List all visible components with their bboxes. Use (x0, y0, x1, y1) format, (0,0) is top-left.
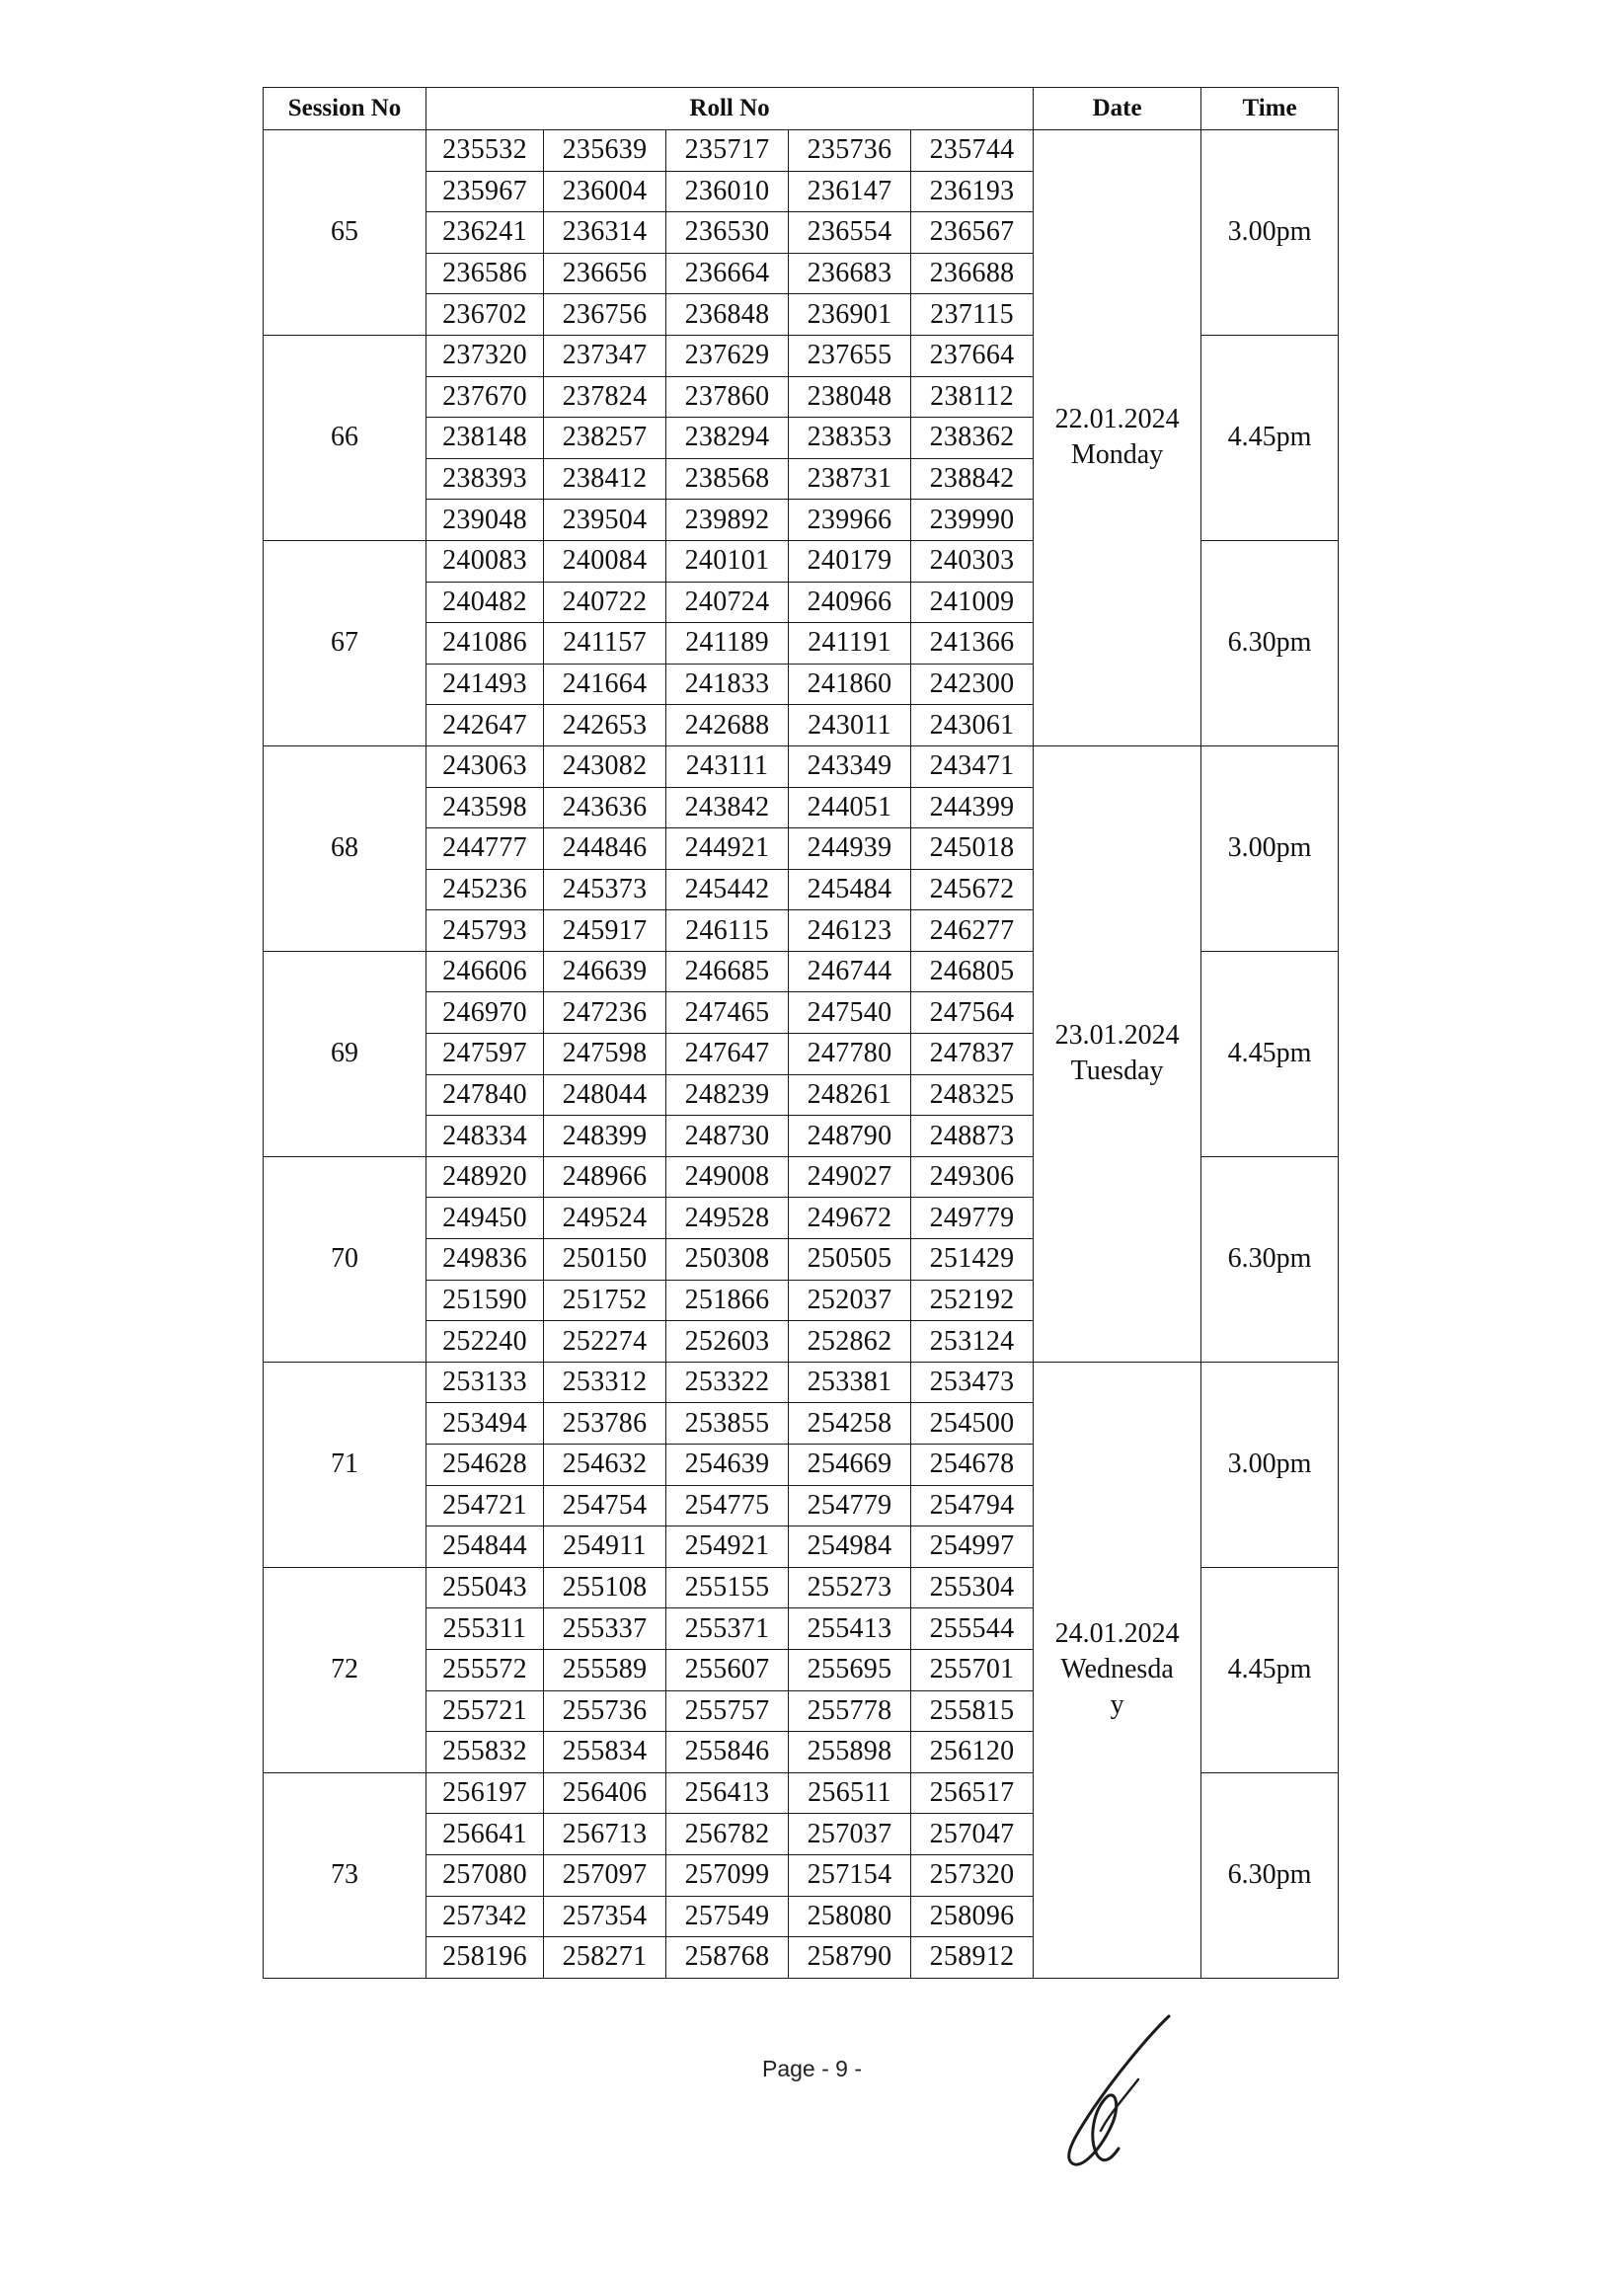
roll-no-cell: 236586 (426, 253, 544, 294)
roll-no-cell: 249306 (911, 1156, 1034, 1198)
roll-no-cell: 255108 (544, 1567, 666, 1608)
date-cell (1034, 130, 1201, 746)
table-row (264, 1362, 1339, 1403)
roll-no-cell: 255815 (911, 1690, 1034, 1732)
roll-no-cell: 238393 (426, 458, 544, 500)
roll-no-cell: 238112 (911, 376, 1034, 418)
roll-no-cell: 238412 (544, 458, 666, 500)
roll-no-cell: 243471 (911, 745, 1034, 787)
roll-no-cell: 255155 (666, 1567, 789, 1608)
roll-no-cell: 243063 (426, 745, 544, 787)
session-no-cell: 67 (264, 540, 426, 745)
roll-no-cell: 245236 (426, 869, 544, 910)
roll-no-cell: 236702 (426, 294, 544, 336)
roll-no-cell: 242653 (544, 705, 666, 746)
roll-no-cell: 243598 (426, 787, 544, 828)
roll-no-cell: 241191 (789, 623, 911, 665)
roll-no-cell: 251866 (666, 1280, 789, 1321)
roll-no-cell: 238568 (666, 458, 789, 500)
roll-no-cell: 246277 (911, 910, 1034, 952)
roll-no-cell: 249008 (666, 1156, 789, 1198)
roll-no-cell: 237824 (544, 376, 666, 418)
roll-no-cell: 255721 (426, 1690, 544, 1732)
roll-no-cell: 255778 (789, 1690, 911, 1732)
roll-no-cell: 244051 (789, 787, 911, 828)
roll-no-cell: 236004 (544, 171, 666, 212)
roll-no-cell: 243111 (666, 745, 789, 787)
roll-no-cell: 240722 (544, 582, 666, 623)
roll-no-cell: 245917 (544, 910, 666, 952)
roll-no-cell: 258768 (666, 1937, 789, 1979)
roll-no-cell: 254669 (789, 1445, 911, 1486)
roll-no-cell: 252603 (666, 1321, 789, 1363)
roll-no-cell: 241157 (544, 623, 666, 665)
roll-no-cell: 241860 (789, 664, 911, 705)
roll-no-cell: 256782 (666, 1814, 789, 1855)
date-cell (1034, 745, 1201, 1362)
time-cell: 4.45pm (1201, 951, 1339, 1156)
roll-no-cell: 245018 (911, 828, 1034, 870)
roll-no-cell: 245373 (544, 869, 666, 910)
roll-no-cell: 249672 (789, 1198, 911, 1239)
roll-no-cell: 239990 (911, 500, 1034, 541)
date-line: Wednesda (1060, 1654, 1174, 1685)
roll-no-cell: 256413 (666, 1772, 789, 1814)
roll-no-cell: 236664 (666, 253, 789, 294)
roll-no-cell: 237670 (426, 376, 544, 418)
roll-no-cell: 252240 (426, 1321, 544, 1363)
roll-no-cell: 255413 (789, 1608, 911, 1650)
roll-no-cell: 251752 (544, 1280, 666, 1321)
roll-no-cell: 235967 (426, 171, 544, 212)
roll-no-cell: 255701 (911, 1649, 1034, 1690)
time-cell: 3.00pm (1201, 1362, 1339, 1567)
roll-no-cell: 241493 (426, 664, 544, 705)
roll-no-cell: 253322 (666, 1362, 789, 1403)
roll-no-cell: 257047 (911, 1814, 1034, 1855)
roll-no-cell: 237320 (426, 335, 544, 376)
roll-no-cell: 236656 (544, 253, 666, 294)
page-number: Page - 9 - (762, 2056, 862, 2081)
roll-no-cell: 235532 (426, 130, 544, 172)
roll-no-cell: 237655 (789, 335, 911, 376)
roll-no-cell: 254794 (911, 1485, 1034, 1526)
signature (1042, 2012, 1199, 2170)
roll-no-cell: 240724 (666, 582, 789, 623)
roll-no-cell: 255832 (426, 1732, 544, 1773)
roll-no-cell: 247564 (911, 992, 1034, 1034)
roll-no-cell: 237629 (666, 335, 789, 376)
roll-no-cell: 239504 (544, 500, 666, 541)
roll-no-cell: 254632 (544, 1445, 666, 1486)
roll-no-cell: 243842 (666, 787, 789, 828)
roll-no-cell: 247540 (789, 992, 911, 1034)
roll-no-cell: 255273 (789, 1567, 911, 1608)
roll-no-cell: 255371 (666, 1608, 789, 1650)
roll-no-cell: 256641 (426, 1814, 544, 1855)
roll-no-cell: 249027 (789, 1156, 911, 1198)
roll-no-cell: 252037 (789, 1280, 911, 1321)
roll-no-cell: 238362 (911, 418, 1034, 459)
time-header: Time (1201, 88, 1339, 130)
time-cell: 6.30pm (1201, 1772, 1339, 1978)
session-no-cell: 73 (264, 1772, 426, 1978)
roll-no-cell: 255043 (426, 1567, 544, 1608)
date-line: 22.01.2024 (1054, 404, 1180, 435)
roll-no-cell: 255898 (789, 1732, 911, 1773)
roll-no-cell: 255695 (789, 1649, 911, 1690)
roll-no-cell: 256713 (544, 1814, 666, 1855)
roll-no-cell: 248399 (544, 1116, 666, 1157)
roll-no-cell: 239048 (426, 500, 544, 541)
roll-no-cell: 235736 (789, 130, 911, 172)
roll-no-cell: 254754 (544, 1485, 666, 1526)
session-no-cell: 70 (264, 1156, 426, 1362)
roll-no-cell: 248920 (426, 1156, 544, 1198)
roll-no-cell: 246123 (789, 910, 911, 952)
roll-no-cell: 256197 (426, 1772, 544, 1814)
time-cell: 6.30pm (1201, 540, 1339, 745)
roll-no-cell: 247597 (426, 1034, 544, 1075)
session-no-header: Session No (264, 88, 426, 130)
roll-no-cell: 256517 (911, 1772, 1034, 1814)
roll-no-cell: 238731 (789, 458, 911, 500)
roll-no-cell: 236756 (544, 294, 666, 336)
roll-no-cell: 255311 (426, 1608, 544, 1650)
roll-no-cell: 256120 (911, 1732, 1034, 1773)
roll-no-cell: 236241 (426, 212, 544, 254)
roll-no-cell: 255544 (911, 1608, 1034, 1650)
table-row (264, 745, 1339, 787)
roll-no-cell: 253124 (911, 1321, 1034, 1363)
roll-no-cell: 253381 (789, 1362, 911, 1403)
roll-no-cell: 248873 (911, 1116, 1034, 1157)
roll-no-cell: 258080 (789, 1896, 911, 1937)
roll-no-cell: 252192 (911, 1280, 1034, 1321)
roll-no-cell: 240179 (789, 540, 911, 582)
roll-no-cell: 247465 (666, 992, 789, 1034)
roll-no-cell: 257320 (911, 1854, 1034, 1896)
header-row (264, 88, 1339, 130)
table-body (264, 130, 1339, 1979)
roll-no-cell: 249779 (911, 1198, 1034, 1239)
roll-no-cell: 257037 (789, 1814, 911, 1855)
roll-no-cell: 240083 (426, 540, 544, 582)
roll-no-cell: 246805 (911, 951, 1034, 992)
roll-no-cell: 254258 (789, 1403, 911, 1445)
roll-no-cell: 255589 (544, 1649, 666, 1690)
roll-no-cell: 237664 (911, 335, 1034, 376)
roll-no-cell: 244777 (426, 828, 544, 870)
roll-no-cell: 254984 (789, 1526, 911, 1568)
session-no-cell: 68 (264, 745, 426, 951)
roll-no-cell: 255572 (426, 1649, 544, 1690)
roll-no-cell: 255337 (544, 1608, 666, 1650)
roll-no-cell: 248325 (911, 1074, 1034, 1116)
roll-no-cell: 244921 (666, 828, 789, 870)
roll-no-cell: 248239 (666, 1074, 789, 1116)
roll-no-cell: 247840 (426, 1074, 544, 1116)
date-line: Tuesday (1070, 1056, 1164, 1087)
roll-no-cell: 248790 (789, 1116, 911, 1157)
roll-no-cell: 238353 (789, 418, 911, 459)
roll-no-cell: 257080 (426, 1854, 544, 1896)
roll-no-cell: 236848 (666, 294, 789, 336)
roll-no-cell: 244939 (789, 828, 911, 870)
roll-no-cell: 254779 (789, 1485, 911, 1526)
roll-no-cell: 257342 (426, 1896, 544, 1937)
roll-no-cell: 236688 (911, 253, 1034, 294)
session-no-cell: 65 (264, 130, 426, 336)
roll-no-cell: 239892 (666, 500, 789, 541)
roll-no-cell: 257099 (666, 1854, 789, 1896)
roll-no-cell: 254775 (666, 1485, 789, 1526)
roll-no-cell: 239966 (789, 500, 911, 541)
roll-no-cell: 240101 (666, 540, 789, 582)
session-no-cell: 69 (264, 951, 426, 1156)
roll-no-cell: 238842 (911, 458, 1034, 500)
roll-no-cell: 245442 (666, 869, 789, 910)
roll-no-cell: 255736 (544, 1690, 666, 1732)
roll-no-cell: 243636 (544, 787, 666, 828)
roll-no-cell: 248730 (666, 1116, 789, 1157)
roll-no-cell: 241366 (911, 623, 1034, 665)
date-header: Date (1034, 88, 1201, 130)
roll-no-cell: 235639 (544, 130, 666, 172)
time-cell: 3.00pm (1201, 745, 1339, 951)
roll-no-cell: 241833 (666, 664, 789, 705)
roll-no-cell: 246685 (666, 951, 789, 992)
roll-no-cell: 236193 (911, 171, 1034, 212)
roll-no-cell: 241189 (666, 623, 789, 665)
roll-no-cell: 253855 (666, 1403, 789, 1445)
roll-no-cell: 254500 (911, 1403, 1034, 1445)
roll-no-cell: 236314 (544, 212, 666, 254)
roll-no-cell: 235744 (911, 130, 1034, 172)
roll-no-cell: 258912 (911, 1937, 1034, 1979)
time-cell: 4.45pm (1201, 1567, 1339, 1772)
roll-no-cell: 246115 (666, 910, 789, 952)
roll-no-cell: 248261 (789, 1074, 911, 1116)
date-line: 24.01.2024 (1054, 1617, 1180, 1649)
schedule-table (263, 87, 1339, 1979)
roll-no-cell: 254997 (911, 1526, 1034, 1568)
roll-no-cell: 243011 (789, 705, 911, 746)
roll-no-cell: 248334 (426, 1116, 544, 1157)
roll-no-cell: 254639 (666, 1445, 789, 1486)
roll-no-cell: 254721 (426, 1485, 544, 1526)
roll-no-cell: 249836 (426, 1239, 544, 1281)
roll-no-cell: 241009 (911, 582, 1034, 623)
roll-no-cell: 238048 (789, 376, 911, 418)
roll-no-cell: 236567 (911, 212, 1034, 254)
roll-no-cell: 255304 (911, 1567, 1034, 1608)
roll-no-cell: 250150 (544, 1239, 666, 1281)
roll-no-cell: 238257 (544, 418, 666, 459)
roll-no-cell: 253473 (911, 1362, 1034, 1403)
roll-no-cell: 243061 (911, 705, 1034, 746)
roll-no-cell: 253312 (544, 1362, 666, 1403)
roll-no-cell: 246606 (426, 951, 544, 992)
roll-no-cell: 246639 (544, 951, 666, 992)
roll-no-cell: 251590 (426, 1280, 544, 1321)
roll-no-cell: 236530 (666, 212, 789, 254)
roll-no-cell: 236010 (666, 171, 789, 212)
roll-no-cell: 245484 (789, 869, 911, 910)
roll-no-cell: 245672 (911, 869, 1034, 910)
roll-no-cell: 253133 (426, 1362, 544, 1403)
roll-no-cell: 252274 (544, 1321, 666, 1363)
roll-no-cell: 254911 (544, 1526, 666, 1568)
roll-no-cell: 253494 (426, 1403, 544, 1445)
roll-no-cell: 257097 (544, 1854, 666, 1896)
roll-no-cell: 256511 (789, 1772, 911, 1814)
date-cell (1034, 1362, 1201, 1978)
roll-no-cell: 248966 (544, 1156, 666, 1198)
roll-no-cell: 245793 (426, 910, 544, 952)
roll-no-cell: 244846 (544, 828, 666, 870)
roll-no-cell: 258196 (426, 1937, 544, 1979)
roll-no-cell: 255846 (666, 1732, 789, 1773)
time-cell: 4.45pm (1201, 335, 1339, 540)
roll-no-cell: 255834 (544, 1732, 666, 1773)
roll-no-cell: 258271 (544, 1937, 666, 1979)
roll-no-cell: 248044 (544, 1074, 666, 1116)
roll-no-cell: 241664 (544, 664, 666, 705)
roll-no-cell: 236147 (789, 171, 911, 212)
roll-no-cell: 238148 (426, 418, 544, 459)
roll-no-cell: 254844 (426, 1526, 544, 1568)
roll-no-cell: 236683 (789, 253, 911, 294)
roll-no-cell: 237115 (911, 294, 1034, 336)
roll-no-cell: 249524 (544, 1198, 666, 1239)
roll-no-cell: 240966 (789, 582, 911, 623)
roll-no-cell: 249528 (666, 1198, 789, 1239)
roll-no-cell: 256406 (544, 1772, 666, 1814)
roll-no-cell: 251429 (911, 1239, 1034, 1281)
roll-no-cell: 250308 (666, 1239, 789, 1281)
date-line: y (1110, 1689, 1124, 1721)
roll-no-cell: 236901 (789, 294, 911, 336)
session-no-cell: 72 (264, 1567, 426, 1772)
roll-no-cell: 246970 (426, 992, 544, 1034)
date-line: Monday (1070, 439, 1164, 471)
roll-no-cell: 247598 (544, 1034, 666, 1075)
roll-no-cell: 241086 (426, 623, 544, 665)
roll-no-cell: 237347 (544, 335, 666, 376)
roll-no-cell: 243349 (789, 745, 911, 787)
roll-no-cell: 247780 (789, 1034, 911, 1075)
roll-no-cell: 247236 (544, 992, 666, 1034)
roll-no-header: Roll No (426, 88, 1034, 130)
roll-no-cell: 235717 (666, 130, 789, 172)
roll-no-cell: 247647 (666, 1034, 789, 1075)
roll-no-cell: 257154 (789, 1854, 911, 1896)
roll-no-cell: 240482 (426, 582, 544, 623)
table-row (264, 130, 1339, 172)
roll-no-cell: 242647 (426, 705, 544, 746)
roll-no-cell: 243082 (544, 745, 666, 787)
roll-no-cell: 242688 (666, 705, 789, 746)
roll-no-cell: 253786 (544, 1403, 666, 1445)
roll-no-cell: 250505 (789, 1239, 911, 1281)
roll-no-cell: 258790 (789, 1937, 911, 1979)
roll-no-cell: 247837 (911, 1034, 1034, 1075)
roll-no-cell: 257549 (666, 1896, 789, 1937)
roll-no-cell: 249450 (426, 1198, 544, 1239)
session-no-cell: 71 (264, 1362, 426, 1567)
roll-no-cell: 237860 (666, 376, 789, 418)
roll-no-cell: 240084 (544, 540, 666, 582)
session-no-cell: 66 (264, 335, 426, 540)
time-cell: 3.00pm (1201, 130, 1339, 336)
roll-no-cell: 244399 (911, 787, 1034, 828)
roll-no-cell: 240303 (911, 540, 1034, 582)
roll-no-cell: 257354 (544, 1896, 666, 1937)
roll-no-cell: 255607 (666, 1649, 789, 1690)
roll-no-cell: 258096 (911, 1896, 1034, 1937)
roll-no-cell: 236554 (789, 212, 911, 254)
roll-no-cell: 254628 (426, 1445, 544, 1486)
roll-no-cell: 254678 (911, 1445, 1034, 1486)
roll-no-cell: 242300 (911, 664, 1034, 705)
roll-no-cell: 246744 (789, 951, 911, 992)
time-cell: 6.30pm (1201, 1156, 1339, 1362)
roll-no-cell: 252862 (789, 1321, 911, 1363)
roll-no-cell: 238294 (666, 418, 789, 459)
roll-no-cell: 255757 (666, 1690, 789, 1732)
roll-no-cell: 254921 (666, 1526, 789, 1568)
date-line: 23.01.2024 (1054, 1019, 1180, 1051)
